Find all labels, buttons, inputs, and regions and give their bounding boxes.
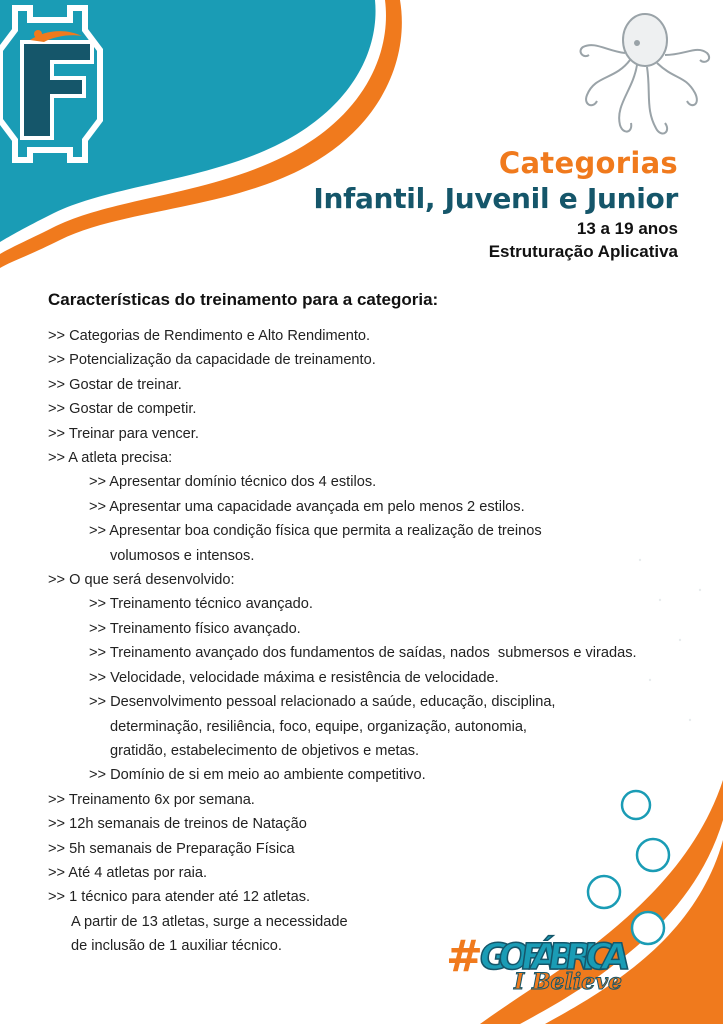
- training-phase: Estruturação Aplicativa: [488, 242, 678, 261]
- list-item: >> Categorias de Rendimento e Alto Rendimento.: [48, 328, 371, 344]
- svg-text:GO FÁBRICA: GO FÁBRICA: [476, 935, 633, 978]
- hashtag-slogan: [444, 925, 644, 995]
- svg-text:#: #: [446, 931, 483, 982]
- list-item: volumosos e intensos.: [110, 547, 255, 564]
- list-item: >> 5h semanais de Preparação Física: [48, 840, 295, 857]
- title-groups: Infantil, Juvenil e Junior: [313, 182, 678, 215]
- list-item: determinação, resiliência, foco, equipe, organização, autonomia,: [110, 718, 527, 735]
- list-item: de inclusão de 1 auxiliar técnico.: [71, 938, 282, 955]
- header-block: [313, 145, 678, 263]
- list-item: >> Até 4 atletas por raia.: [48, 864, 208, 881]
- list-item: >> Treinamento técnico avançado.: [89, 596, 313, 613]
- list-item: >> Potencialização da capacidade de treinamento.: [48, 352, 376, 369]
- list-item: >> O que será desenvolvido:: [48, 572, 235, 589]
- list-item: >> Apresentar boa condição física que permita a realização de treinos: [89, 523, 542, 540]
- list-item: >> 12h semanais de treinos de Natação: [48, 816, 307, 833]
- list-item: >> Domínio de si em meio ao ambiente competitivo.: [89, 767, 426, 784]
- list-item: >> Desenvolvimento pessoal relacionado a saúde, educação, disciplina,: [89, 694, 556, 711]
- list-item: >> Treinamento avançado dos fundamentos de saídas, nados submersos e viradas.: [89, 645, 637, 662]
- list-item: >> Treinar para vencer.: [48, 425, 199, 442]
- list-item: >> A atleta precisa:: [48, 450, 173, 467]
- svg-text:I Believe: I Believe: [514, 969, 623, 995]
- list-item: >> Treinamento físico avançado.: [89, 620, 301, 637]
- title-category: Categorias: [498, 146, 678, 180]
- age-range: 13 a 19 anos: [576, 219, 678, 238]
- list-item: gratidão, estabelecimento de objetivos e metas.: [110, 742, 420, 759]
- list-item: >> Gostar de treinar.: [48, 376, 182, 393]
- club-logo: [0, 0, 110, 170]
- section-heading: Características do treinamento para a categoria:: [48, 290, 439, 309]
- list-item: >> 1 técnico para atender até 12 atletas.: [48, 889, 311, 906]
- octopus-icon: [575, 5, 715, 145]
- list-item: >> Treinamento 6x por semana.: [48, 791, 255, 808]
- list-item: >> Apresentar domínio técnico dos 4 estilos.: [89, 474, 377, 491]
- list-item: >> Gostar de competir.: [48, 401, 197, 418]
- list-item: >> Velocidade, velocidade máxima e resistência de velocidade.: [89, 669, 499, 686]
- list-item: A partir de 13 atletas, surge a necessidade: [71, 913, 348, 930]
- list-item: >> Apresentar uma capacidade avançada em pelo menos 2 estilos.: [89, 498, 525, 515]
